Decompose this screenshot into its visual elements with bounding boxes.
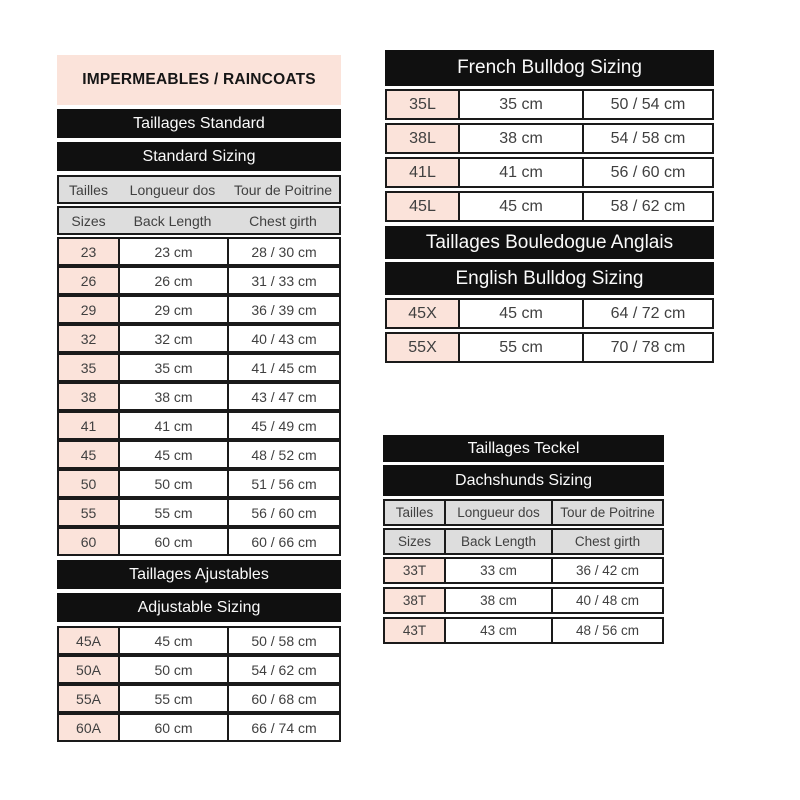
table-cell: 31 / 33 cm — [227, 268, 339, 293]
column-header-row-en — [57, 206, 341, 235]
table-row — [57, 655, 341, 684]
table-row — [385, 298, 714, 329]
table-row — [57, 713, 341, 742]
table-row — [57, 266, 341, 295]
table-cell: 58 / 62 cm — [582, 193, 712, 220]
table-cell: 41 / 45 cm — [227, 355, 339, 380]
table-cell: 26 cm — [118, 268, 227, 293]
table-row — [385, 89, 714, 120]
table-cell: 51 / 56 cm — [227, 471, 339, 496]
table-cell: 50 — [59, 471, 118, 496]
table-cell: 60A — [59, 715, 118, 740]
table-cell: 26 — [59, 268, 118, 293]
table-cell: Sizes — [385, 530, 444, 553]
table-cell: 32 cm — [118, 326, 227, 351]
column-header-row-fr — [57, 175, 341, 204]
table-cell: 48 / 52 cm — [227, 442, 339, 467]
section-bar-english-bulldog-sizing: English Bulldog Sizing — [385, 262, 714, 295]
standard-sizing-rows — [57, 237, 341, 556]
table-cell: 23 — [59, 239, 118, 264]
table-cell: Tour de Poitrine — [233, 181, 333, 198]
table-row — [383, 557, 664, 584]
table-cell: 36 / 39 cm — [227, 297, 339, 322]
table-row — [57, 295, 341, 324]
table-row — [57, 684, 341, 713]
table-cell: 32 — [59, 326, 118, 351]
bulldog-sizing-table — [385, 50, 714, 367]
french-bulldog-rows — [385, 89, 714, 222]
table-row — [57, 353, 341, 382]
table-row — [385, 123, 714, 154]
table-cell: 48 / 56 cm — [551, 619, 662, 642]
table-cell: 45L — [387, 193, 458, 220]
table-cell: 50 / 58 cm — [227, 628, 339, 653]
table-cell: 54 / 62 cm — [227, 657, 339, 682]
table-cell: 45A — [59, 628, 118, 653]
table-cell: Back Length — [444, 530, 551, 553]
table-cell: 60 / 66 cm — [227, 529, 339, 554]
section-bar-taillages-ajustables: Taillages Ajustables — [57, 560, 341, 589]
table-cell: 38 cm — [118, 384, 227, 409]
table-row — [57, 237, 341, 266]
header-row — [57, 206, 341, 235]
table-row — [383, 617, 664, 644]
section-bar-taillages-bouledogue-anglais: Taillages Bouledogue Anglais — [385, 226, 714, 259]
table-row — [57, 498, 341, 527]
table-cell: 60 cm — [118, 529, 227, 554]
english-bulldog-rows — [385, 298, 714, 363]
table-cell: 60 — [59, 529, 118, 554]
table-cell: Back Length — [133, 212, 212, 229]
table-cell: 55X — [387, 334, 458, 361]
header-row — [383, 499, 664, 526]
table-cell: 55 — [59, 500, 118, 525]
table-cell: 55 cm — [458, 334, 582, 361]
table-title: IMPERMEABLES / RAINCOATS — [57, 55, 341, 105]
table-row — [57, 469, 341, 498]
table-cell: Longueur dos — [444, 501, 551, 524]
table-cell: 60 / 68 cm — [227, 686, 339, 711]
table-cell: 41 cm — [118, 413, 227, 438]
table-cell: 50 cm — [118, 471, 227, 496]
column-header-row-en — [383, 528, 664, 555]
table-row — [57, 324, 341, 353]
table-cell: 55 cm — [118, 500, 227, 525]
table-cell: 41 cm — [458, 159, 582, 186]
section-bar-adjustable-sizing: Adjustable Sizing — [57, 593, 341, 622]
table-row — [57, 626, 341, 655]
table-cell: 45 cm — [458, 193, 582, 220]
table-cell: 38 cm — [444, 589, 551, 612]
table-cell: 66 / 74 cm — [227, 715, 339, 740]
table-cell: 43 cm — [444, 619, 551, 642]
table-cell: 41L — [387, 159, 458, 186]
header-row — [57, 175, 341, 204]
table-cell: 40 / 43 cm — [227, 326, 339, 351]
table-cell: 36 / 42 cm — [551, 559, 662, 582]
section-bar-standard-sizing: Standard Sizing — [57, 142, 341, 171]
table-cell: 28 / 30 cm — [227, 239, 339, 264]
table-cell: Tailles — [385, 501, 444, 524]
column-header-row-fr — [383, 499, 664, 526]
table-cell: 60 cm — [118, 715, 227, 740]
section-bar-taillages-standard: Taillages Standard — [57, 109, 341, 138]
table-row — [57, 440, 341, 469]
table-cell: 43T — [385, 619, 444, 642]
table-cell: 33T — [385, 559, 444, 582]
table-row — [383, 587, 664, 614]
table-cell: 29 cm — [118, 297, 227, 322]
table-row — [57, 527, 341, 556]
table-cell: 50A — [59, 657, 118, 682]
table-cell: 35L — [387, 91, 458, 118]
table-cell: 35 cm — [118, 355, 227, 380]
table-cell: 56 / 60 cm — [227, 500, 339, 525]
raincoats-sizing-table — [57, 55, 341, 746]
table-cell: 43 / 47 cm — [227, 384, 339, 409]
table-cell: 41 — [59, 413, 118, 438]
table-row — [385, 332, 714, 363]
table-cell: 55A — [59, 686, 118, 711]
table-cell: Sizes — [71, 212, 106, 229]
table-cell: Longueur dos — [129, 181, 216, 198]
table-cell: Tour de Poitrine — [551, 501, 662, 524]
table-cell: Tailles — [69, 181, 108, 198]
table-cell: 45 cm — [118, 442, 227, 467]
table-row — [385, 157, 714, 188]
table-cell: 23 cm — [118, 239, 227, 264]
table-cell: 29 — [59, 297, 118, 322]
section-bar-french-bulldog-sizing: French Bulldog Sizing — [385, 50, 714, 86]
table-cell: 38 cm — [458, 125, 582, 152]
table-row — [57, 411, 341, 440]
table-row — [385, 191, 714, 222]
table-cell: 50 / 54 cm — [582, 91, 712, 118]
table-cell: Chest girth — [551, 530, 662, 553]
table-cell: 38L — [387, 125, 458, 152]
table-cell: 33 cm — [444, 559, 551, 582]
dachshund-rows — [383, 557, 664, 644]
table-cell: 64 / 72 cm — [582, 300, 712, 327]
section-bar-taillages-teckel: Taillages Teckel — [383, 435, 664, 462]
table-cell: 35 — [59, 355, 118, 380]
table-cell: 45 — [59, 442, 118, 467]
header-row — [383, 528, 664, 555]
adjustable-sizing-rows — [57, 626, 341, 742]
dachshund-sizing-table — [383, 435, 664, 648]
table-cell: 70 / 78 cm — [582, 334, 712, 361]
table-cell: 54 / 58 cm — [582, 125, 712, 152]
table-cell: 55 cm — [118, 686, 227, 711]
table-cell: 50 cm — [118, 657, 227, 682]
section-bar-dachshunds-sizing: Dachshunds Sizing — [383, 465, 664, 496]
table-cell: 40 / 48 cm — [551, 589, 662, 612]
table-cell: 45 cm — [118, 628, 227, 653]
table-cell: 38 — [59, 384, 118, 409]
table-cell: 45 cm — [458, 300, 582, 327]
table-cell: 45 / 49 cm — [227, 413, 339, 438]
table-cell: Chest girth — [249, 212, 317, 229]
table-cell: 35 cm — [458, 91, 582, 118]
table-cell: 45X — [387, 300, 458, 327]
table-row — [57, 382, 341, 411]
table-cell: 56 / 60 cm — [582, 159, 712, 186]
table-cell: 38T — [385, 589, 444, 612]
